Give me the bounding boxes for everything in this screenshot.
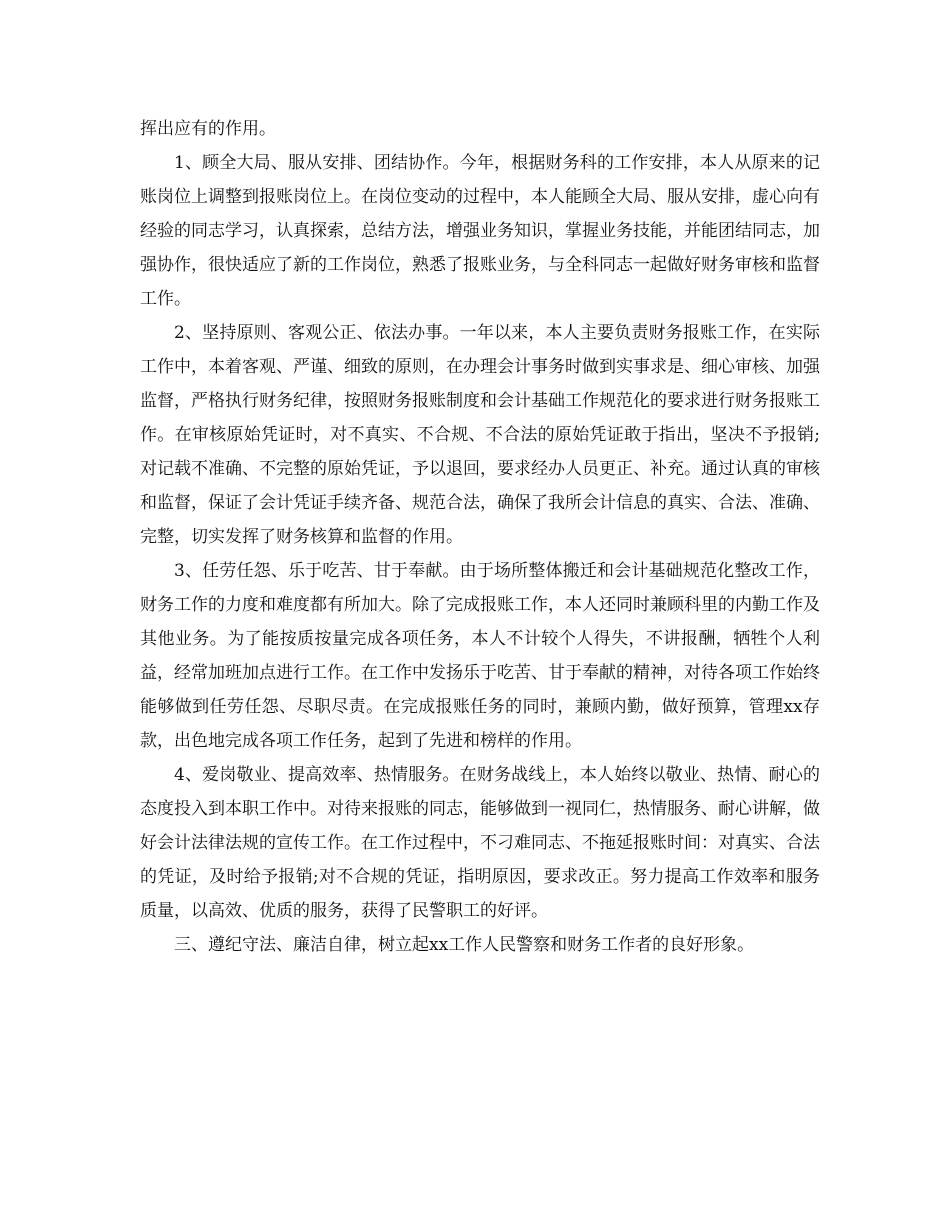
paragraph-item-1: 1、顾全大局、服从安排、团结协作。今年，根据财务科的工作安排，本人从原来的记账岗位上调整到报账岗位上。在岗位变动的过程中，本人能顾全大局、服从安排，虚心向有经验的同志学习，认真探索，总结方法，增强业务知识，掌握业务技能，并能团结同志，加强协作，很快适应了新的工作岗位，熟悉了报账业务，与全科同志一起做好财务审核和监督工作。 bbox=[140, 153, 820, 309]
paragraph-item-2: 2、坚持原则、客观公正、依法办事。一年以来，本人主要负责财务报账工作，在实际工作中，本着客观、严谨、细致的原则，在办理会计事务时做到实事求是、细心审核、加强监督，严格执行财务纪律，按照财务报账制度和会计基础工作规范化的要求进行财务报账工作。在审核原始凭证时，对不真实、不合规、不合法的原始凭证敢于指出，坚决不予报销;对记载不准确、不完整的原始凭证，予以退回，要求经办人员更正、补充。通过认真的审核和监督，保证了会计凭证手续齐备、规范合法，确保了我所会计信息的真实、合法、准确、完整，切实发挥了财务核算和监督的作用。 bbox=[140, 323, 820, 547]
paragraph-item-3: 3、任劳任怨、乐于吃苦、甘于奉献。由于场所整体搬迁和会计基础规范化整改工作，财务工作的力度和难度都有所加大。除了完成报账工作，本人还同时兼顾科里的内勤工作及其他业务。为了能按质按量完成各项任务，本人不计较个人得失，不讲报酬，牺牲个人利益，经常加班加点进行工作。在工作中发扬乐于吃苦、甘于奉献的精神，对待各项工作始终能够做到任劳任怨、尽职尽责。在完成报账任务的同时，兼顾内勤，做好预算，管理xx存款，出色地完成各项工作任务，起到了先进和榜样的作用。 bbox=[140, 561, 820, 751]
paragraph-continuation: 挥出应有的作用。 bbox=[140, 119, 276, 139]
paragraph-item-4: 4、爱岗敬业、提高效率、热情服务。在财务战线上，本人始终以敬业、热情、耐心的态度投入到本职工作中。对待来报账的同志，能够做到一视同仁，热情服务、耐心讲解，做好会计法律法规的宣传工作。在工作过程中，不刁难同志、不拖延报账时间：对真实、合法的凭证，及时给予报销;对不合规的凭证，指明原因，要求改正。努力提高工作效率和服务质量，以高效、优质的服务，获得了民警职工的好评。 bbox=[140, 765, 820, 921]
document-body bbox=[140, 112, 820, 962]
section-heading-3: 三、遵纪守法、廉洁自律，树立起xx工作人民警察和财务工作者的良好形象。 bbox=[174, 935, 755, 955]
